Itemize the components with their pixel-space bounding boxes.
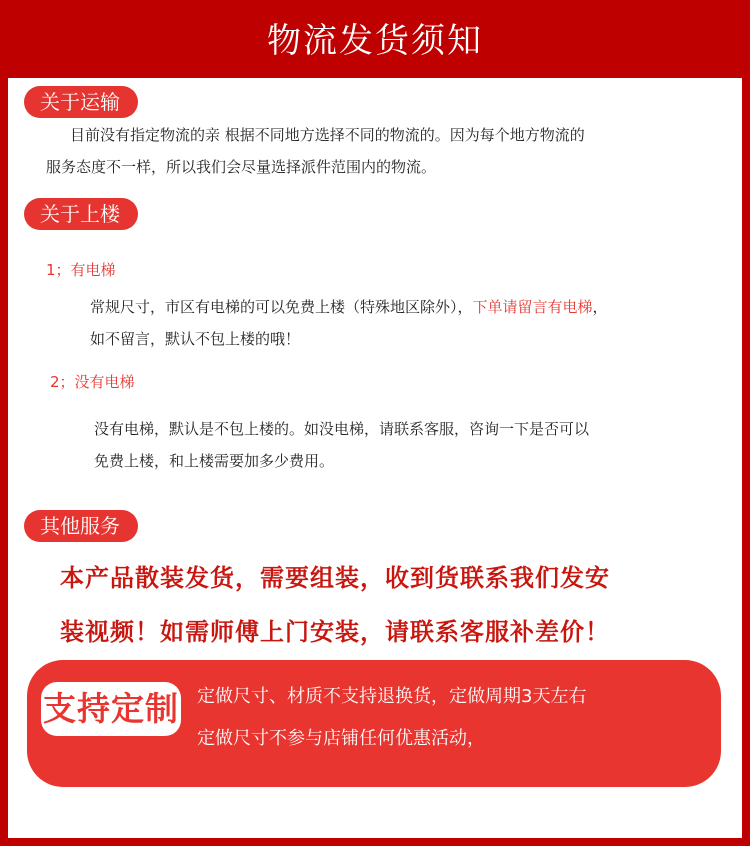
elevator-label: 1；有电梯 — [46, 261, 116, 279]
upstairs-tag: 关于上楼 — [24, 198, 138, 230]
other-services-line-2: 装视频！如需师傅上门安装，请联系客服补差价！ — [60, 618, 610, 646]
shipping-tag: 关于运输 — [24, 86, 138, 118]
customization-line-1: 定做尺寸、材质不支持退换货，定做周期3天左右 — [197, 686, 587, 707]
no-elevator-line-2: 免费上楼，和上楼需要加多少费用。 — [94, 452, 335, 470]
elevator-note-highlight: 下单请留言有电梯 — [472, 298, 593, 316]
elevator-line-1 — [90, 292, 608, 322]
elevator-line-2: 如不留言，默认不包上楼的哦！ — [90, 330, 301, 348]
shipping-line-1: 目前没有指定物流的亲 根据不同地方选择不同的物流的。因为每个地方物流的 — [70, 126, 585, 144]
elevator-line-1-end: ， — [592, 298, 608, 316]
content-panel — [8, 78, 742, 838]
customization-line-2: 定做尺寸不参与店铺任何优惠活动， — [197, 728, 485, 749]
other-services-tag: 其他服务 — [24, 510, 138, 542]
shipping-line-2: 服务态度不一样，所以我们会尽量选择派件范围内的物流。 — [46, 158, 437, 176]
no-elevator-line-1: 没有电梯，默认是不包上楼的。如没电梯，请联系客服，咨询一下是否可以 — [94, 420, 590, 438]
elevator-line-1-text: 常规尺寸，市区有电梯的可以免费上楼（特殊地区除外）， — [90, 298, 473, 316]
no-elevator-label: 2；没有电梯 — [50, 373, 135, 391]
other-services-line-1: 本产品散装发货，需要组装，收到货联系我们发安 — [60, 564, 610, 592]
customization-badge — [41, 682, 181, 736]
customization-badge-label: 支持定制 — [43, 689, 179, 728]
customization-box — [27, 660, 721, 787]
page-title: 物流发货须知 — [267, 21, 483, 61]
